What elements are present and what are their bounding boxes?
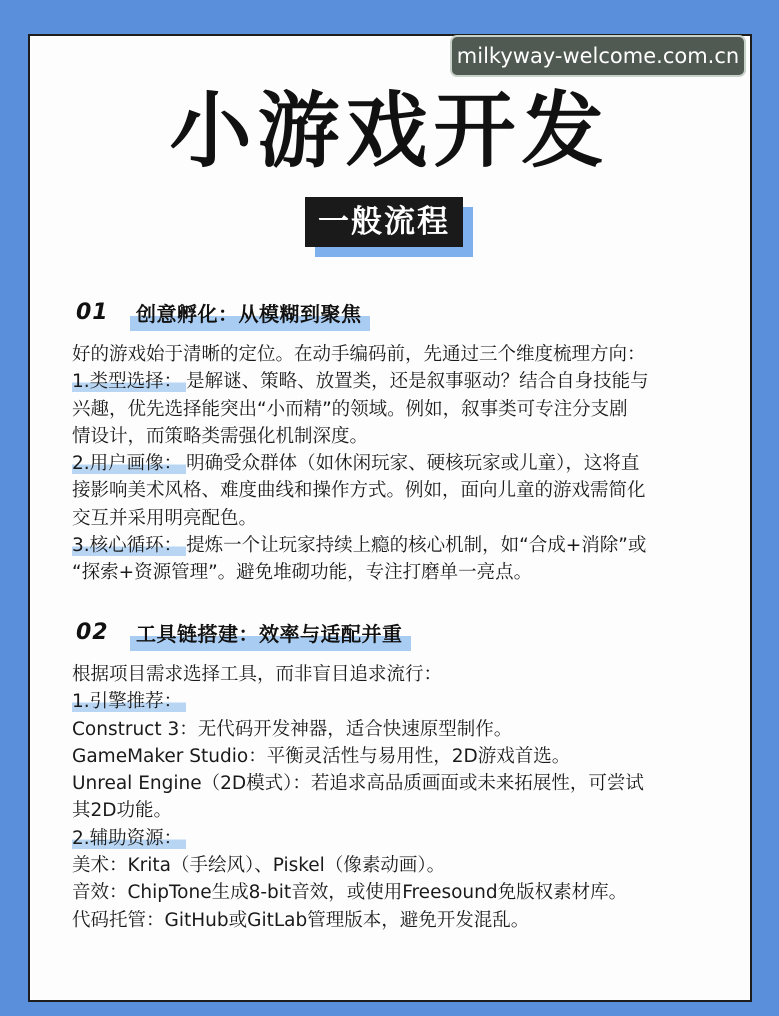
list-item <box>72 450 722 477</box>
item-text: 交互并采用明亮配色。 <box>72 507 258 529</box>
section-title: 工具链搭建：效率与适配并重 <box>136 621 403 646</box>
item-text: 接影响美术风格、难度曲线和操作方式。例如，面向儿童的游戏需简化 <box>72 480 646 502</box>
section-intro: 根据项目需求选择工具，而非盲目追求流行： <box>72 664 443 685</box>
item-label: 3.核心循环： <box>72 535 186 556</box>
item-label: 2.用户画像： <box>72 453 186 474</box>
engine-item: 其2D功能。 <box>72 800 173 822</box>
list-item <box>72 532 722 559</box>
item-label: 1.类型选择： <box>72 371 186 392</box>
item-text: “探索+资源管理”。避免堆砌功能，专注打磨单一亮点。 <box>72 562 533 584</box>
watermark-badge: milkyway-welcome.com.cn <box>450 35 746 77</box>
engine-item: Unreal Engine（2D模式）：若追求高品质画面或未来拓展性，可尝试 <box>72 773 644 795</box>
resource-item: 美术：Krita（手绘风）、Piskel（像素动画）。 <box>72 855 446 877</box>
subsection-label <box>72 688 722 715</box>
item-text: 兴趣，优先选择能突出“小而精”的领域。例如，叙事类可专注分支剧 <box>72 398 628 420</box>
resource-item: 代码托管：GitHub或GitLab管理版本，避免开发混乱。 <box>72 909 530 931</box>
item-text: 情设计，而策略类需强化机制深度。 <box>72 425 369 447</box>
section-number: 01 <box>76 299 109 325</box>
item-label: 2.辅助资源： <box>72 828 186 849</box>
item-text: 提炼一个让玩家持续上瘾的核心机制，如“合成+消除”或 <box>186 535 647 557</box>
section-01-heading <box>76 297 364 327</box>
section-intro: 好的游戏始于清晰的定位。在动手编码前，先通过三个维度梳理方向： <box>72 344 646 365</box>
item-label: 1.引擎推荐： <box>72 691 186 712</box>
section-02-body <box>72 661 722 934</box>
resource-item: 音效：ChipTone生成8-bit音效，或使用Freesound免版权素材库。 <box>72 882 628 904</box>
subtitle-badge <box>305 197 473 255</box>
item-text: 是解谜、策略、放置类，还是叙事驱动？结合自身技能与 <box>186 371 649 393</box>
list-item <box>72 368 722 395</box>
section-02-heading <box>76 617 405 647</box>
section-title: 创意孵化：从模糊到聚焦 <box>136 301 362 326</box>
section-number: 02 <box>76 619 109 645</box>
item-text: 明确受众群体（如休闲玩家、硬核玩家或儿童），这将直 <box>186 453 640 475</box>
engine-item: GameMaker Studio：平衡灵活性与易用性，2D游戏首选。 <box>72 745 571 767</box>
subtitle-text: 一般流程 <box>305 197 463 247</box>
page-title: 小游戏开发 <box>169 84 610 179</box>
section-01-body <box>72 341 722 587</box>
engine-item: Construct 3：无代码开发神器，适合快速原型制作。 <box>72 718 513 740</box>
subsection-label <box>72 825 722 852</box>
